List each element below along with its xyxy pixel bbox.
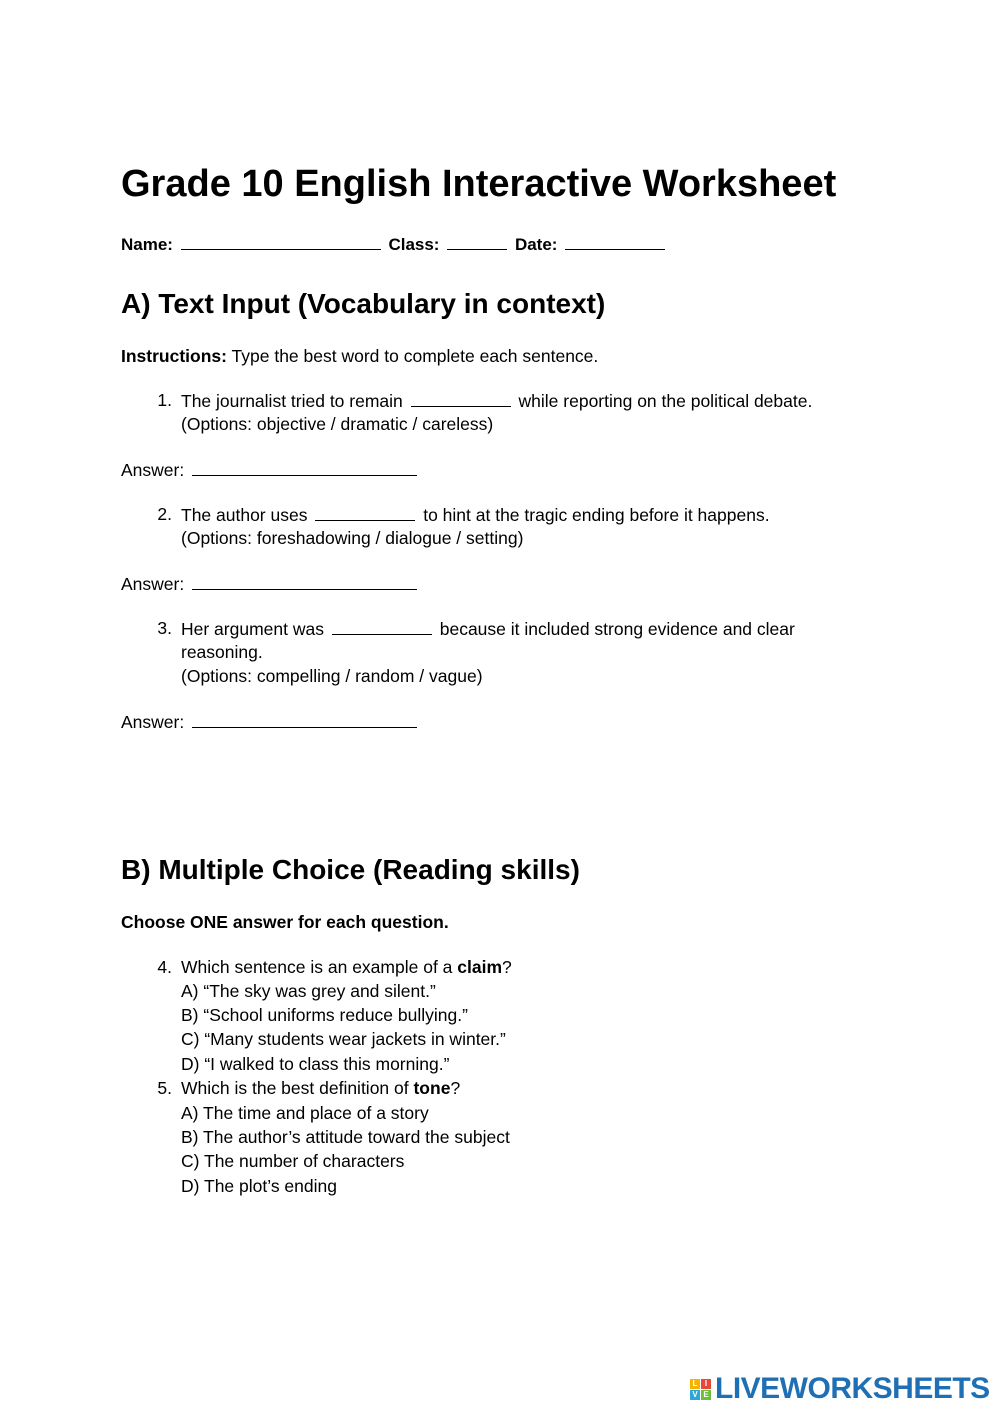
- question-1-after: while reporting on the political debate.: [518, 391, 813, 411]
- name-blank[interactable]: [181, 231, 381, 250]
- date-label: Date:: [514, 235, 558, 254]
- answer-label: Answer:: [121, 460, 185, 480]
- date-blank[interactable]: [565, 231, 665, 250]
- section-a-heading: A) Text Input (Vocabulary in context): [121, 288, 606, 319]
- question-2-options: (Options: foreshadowing / dialogue / setting): [181, 528, 524, 548]
- question-2-blank: [315, 502, 415, 521]
- answer-row-2: [121, 571, 420, 596]
- student-info-line: [121, 231, 668, 257]
- section-b-heading: B) Multiple Choice (Reading skills): [121, 854, 580, 885]
- class-blank[interactable]: [447, 231, 507, 250]
- question-2-after: to hint at the tragic ending before it happens.: [423, 505, 770, 525]
- answer-label: Answer:: [121, 574, 185, 594]
- logo-tile-v: V: [690, 1390, 700, 1400]
- answer-input-2[interactable]: [192, 571, 417, 590]
- question-3-text: [181, 616, 795, 641]
- question-5-before: Which is the best definition of: [181, 1078, 414, 1098]
- name-label: Name:: [121, 235, 173, 254]
- question-4-text: [181, 955, 512, 979]
- question-3-line2: reasoning.: [181, 642, 263, 662]
- question-1-blank: [411, 388, 511, 407]
- question-number-2: 2.: [157, 504, 172, 524]
- answer-label: Answer:: [121, 712, 185, 732]
- question-3-blank: [332, 616, 432, 635]
- question-4-before: Which sentence is an example of a: [181, 957, 458, 977]
- question-5-option-c[interactable]: C) The number of characters: [181, 1151, 405, 1171]
- question-3-before: Her argument was: [181, 619, 324, 639]
- question-5-option-a[interactable]: A) The time and place of a story: [181, 1103, 429, 1123]
- logo-tile-e: E: [701, 1390, 711, 1400]
- logo-tile-i: I: [701, 1379, 711, 1389]
- question-number-3: 3.: [157, 618, 172, 638]
- answer-input-1[interactable]: [192, 457, 417, 476]
- question-4-option-b[interactable]: B) “School uniforms reduce bullying.”: [181, 1005, 468, 1025]
- answer-input-3[interactable]: [192, 709, 417, 728]
- question-number-4: 4.: [157, 957, 172, 977]
- question-1-text: [181, 388, 812, 413]
- class-label: Class:: [388, 235, 440, 254]
- question-4-option-c[interactable]: C) “Many students wear jackets in winter.”: [181, 1029, 506, 1049]
- question-5-option-d[interactable]: D) The plot’s ending: [181, 1176, 337, 1196]
- instructions-text: Type the best word to complete each sentence.: [226, 346, 599, 366]
- question-5-after: ?: [450, 1078, 461, 1098]
- question-3-options: (Options: compelling / random / vague): [181, 666, 483, 686]
- logo-tile-l: L: [690, 1379, 700, 1389]
- question-1-options: (Options: objective / dramatic / careless): [181, 414, 494, 434]
- page-title: Grade 10 English Interactive Worksheet: [121, 163, 837, 205]
- answer-row-1: [121, 457, 420, 482]
- question-4-option-a[interactable]: A) “The sky was grey and silent.”: [181, 981, 436, 1001]
- section-b-instructions: Choose ONE answer for each question.: [121, 912, 449, 932]
- question-5-bold: tone: [413, 1078, 451, 1098]
- section-a-instructions: [121, 344, 598, 368]
- question-4-option-d[interactable]: D) “I walked to class this morning.”: [181, 1054, 450, 1074]
- liveworksheets-logo: [690, 1374, 990, 1404]
- logo-icon: [690, 1379, 711, 1400]
- question-4-bold: claim: [457, 957, 503, 977]
- question-3-after: because it included strong evidence and clear: [439, 619, 795, 639]
- question-5-option-b[interactable]: B) The author’s attitude toward the subject: [181, 1127, 510, 1147]
- instructions-label: Instructions:: [121, 346, 227, 366]
- question-number-1: 1.: [157, 390, 172, 410]
- question-number-5: 5.: [157, 1078, 172, 1098]
- question-5-text: [181, 1076, 460, 1100]
- question-2-before: The author uses: [181, 505, 308, 525]
- question-2-text: [181, 502, 770, 527]
- question-1-before: The journalist tried to remain: [181, 391, 403, 411]
- question-4-after: ?: [502, 957, 512, 977]
- answer-row-3: [121, 709, 420, 734]
- logo-text: LIVEWORKSHEETS: [715, 1372, 990, 1405]
